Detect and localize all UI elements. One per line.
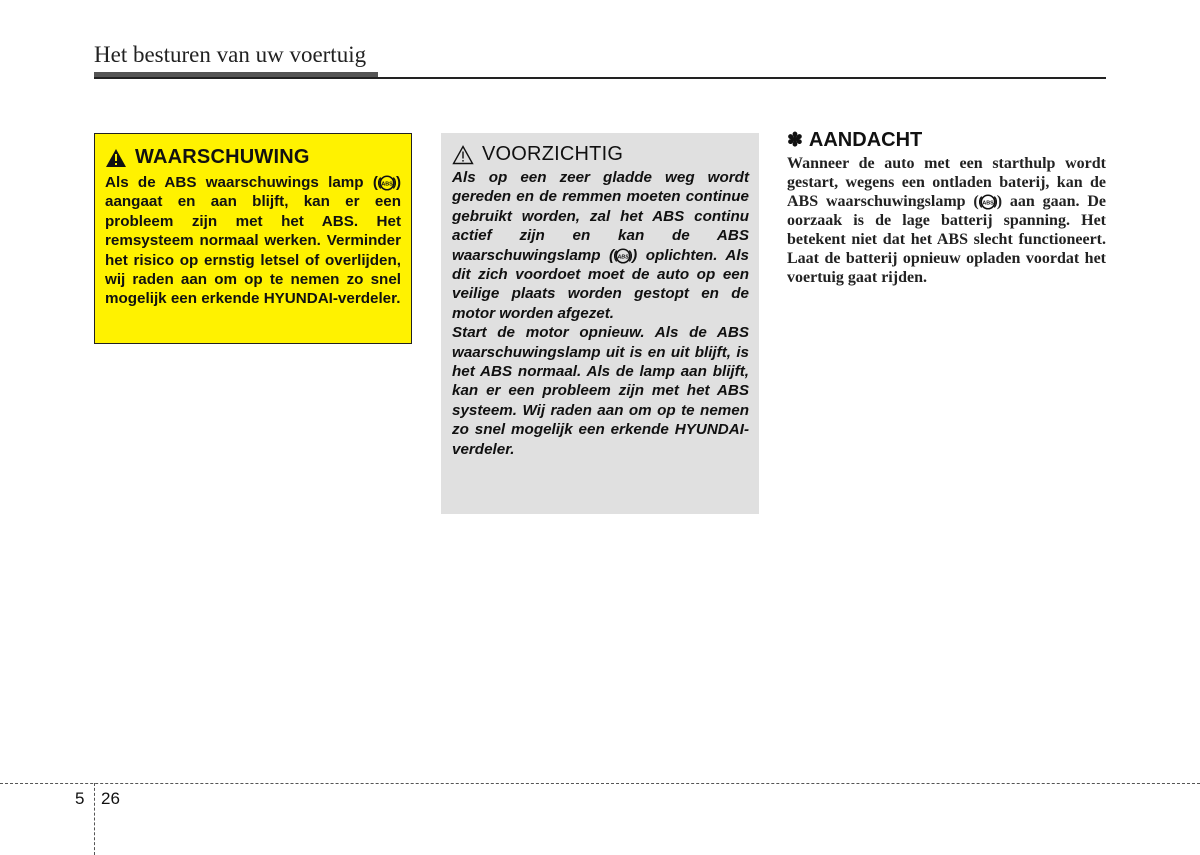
caution-title: VOORZICHTIG (482, 143, 624, 165)
caution-paragraph-1 (452, 168, 749, 323)
header-rule (94, 77, 1106, 79)
note-section (787, 129, 1106, 287)
abs-warning-lamp-icon (979, 193, 997, 211)
warning-text-part1: Als de ABS waarschuwings lamp ( (105, 174, 378, 191)
note-text-part1: Wanneer de auto met een starthulp wordt gestart, wegens een ontladen baterij, kan de ABS waarschuwingslamp ( (787, 155, 1106, 210)
caution-box (441, 133, 759, 514)
note-title: AANDACHT (808, 129, 923, 151)
abs-warning-lamp-icon (614, 247, 632, 265)
note-text-part2: ) aan gaan. De oorzaak is de lage batterij spanning. Het betekent niet dat het ABS slecht functioneert. Laat de batterij opnieuw opladen voordat het voertuig gaat rijden. (787, 193, 1107, 287)
warning-text (105, 173, 401, 309)
note-text (787, 154, 1106, 287)
page-header-title: Het besturen van uw voertuig (94, 42, 367, 67)
caution-p1-part1: Als op een zeer gladde weg wordt gereden en de remmen moeten continue gebruikt worden, zal het ABS continu actief zijn en kan de ABS waarschuwingslamp ( (452, 169, 749, 264)
warning-triangle-icon (105, 148, 127, 168)
abs-warning-lamp-icon (378, 174, 396, 192)
caution-heading (452, 143, 749, 166)
warning-title: WAARSCHUWING (135, 146, 310, 168)
note-heading (787, 129, 1106, 152)
footer-divider (0, 783, 1200, 784)
caution-paragraph-2: Start de motor opnieuw. Als de ABS waarschuwingslamp uit is en uit blijft, is het ABS normaal. Als de lamp aan blijft, kan er een probleem zijn met het ABS systeem. Wij raden aan om op te nemen zo snel mogelijk een erkende HYUNDAI-verdeler. (452, 324, 749, 458)
chapter-number: 5 (75, 789, 85, 808)
caution-text (452, 168, 749, 459)
svg-text:ABS: ABS (982, 200, 994, 207)
footer-vertical-divider (94, 783, 95, 855)
warning-text-part2: ) aangaat en aan blijft, kan er een probleem zijn met het ABS. Het remsysteem normaal werken. Verminder het risico op ernstig letsel of overlijden, wij raden aan om op te nemen zo snel mogelijk een erkende HYUNDAI-verdeler. (105, 174, 401, 308)
warning-box (94, 133, 412, 344)
svg-text:ABS: ABS (381, 181, 393, 188)
caution-triangle-icon (452, 145, 474, 165)
warning-heading (105, 146, 401, 169)
page-number: 26 (101, 789, 120, 808)
caution-p1-part2: ) oplichten. Als dit zich voordoet moet de auto op een veilige plaats worden gestopt en de motor worden afgezet. (452, 246, 749, 322)
svg-text:ABS: ABS (617, 253, 629, 260)
asterisk-icon: ✽ (787, 130, 803, 151)
